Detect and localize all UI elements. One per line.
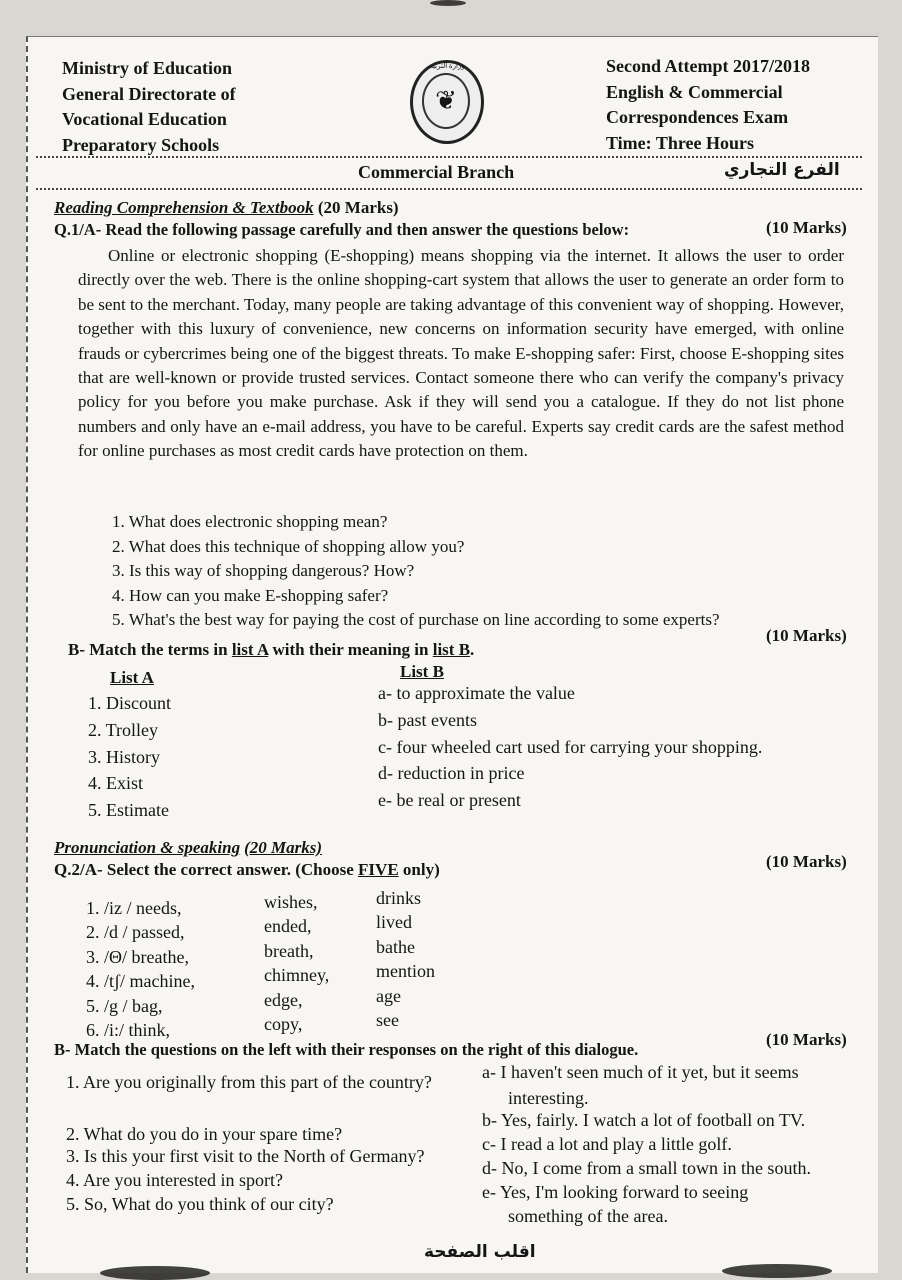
pron-item-a: 5. /g / bag, (86, 995, 163, 1016)
header-left (62, 56, 236, 158)
branch-title-arabic: الفرع التجاري (724, 160, 840, 180)
seal-emblem-icon: ❦ (422, 73, 470, 129)
section1-marks: (20 Marks) (317, 198, 399, 217)
pron-item-c: age (376, 985, 401, 1006)
question-item: 4. How can you make E-shopping safer? (112, 585, 389, 605)
section2-title: Pronunciation & speaking (54, 838, 241, 857)
header-right-line: English & Commercial (606, 81, 783, 102)
pron-item-c: bathe (376, 936, 415, 957)
section1-title: Reading Comprehension & Textbook (54, 198, 314, 217)
pronunciation-col-a (86, 896, 195, 1042)
q1-marks: (10 Marks) (766, 218, 847, 237)
list-a-item: 1. Discount (88, 693, 171, 713)
dialogue-right-d: d- No, I come from a small town in the south. (482, 1158, 811, 1178)
list-b-item: d- reduction in price (378, 763, 525, 784)
q1b-prompt-pre: B- Match the terms in (68, 640, 232, 659)
pron-item-b: edge, (264, 989, 303, 1010)
list-b (378, 680, 762, 814)
pron-item-c: lived (376, 912, 412, 933)
dialogue-right-e: e- Yes, I'm looking forward to seeing (482, 1182, 749, 1202)
reading-passage: Online or electronic shopping (E-shopping) means shopping via the internet. It allows the user to order directly over the web. There is the online shopping-cart system that allows the user to generate an order form to be sent to the merchant. Today, many people are taking advantage of this convenient way of shopping. However, together with this luxury of convenience, new concerns on information security have emerged, with online frauds or cybercrimes being one of the biggest threats. To make E-shopping safer: First, choose E-shopping sites that are well-known or provide trusted services. Contact someone there who can verify the company's privacy policy for you before you make purchase. Ask if they will send you a catalogue. If they do not list phone numbers and only have an e-mail address, you have to be careful. Experts say credit cards are the safest method for online purchases as most credit cards have protection on them. (78, 246, 844, 461)
section2-heading (54, 838, 322, 858)
list-b-item: c- four wheeled cart used for carrying your shopping. (378, 736, 763, 757)
dialogue-right-e-cont: something of the area. (508, 1206, 668, 1226)
pron-item-a: 4. /tʃ/ machine, (86, 971, 195, 992)
q1b-prompt (68, 640, 474, 660)
list-b-title: List B (400, 662, 444, 681)
dialogue-right-a: a- I haven't seen much of it yet, but it seems (482, 1062, 799, 1082)
q1b-list-b-ref: list B (432, 640, 471, 659)
q2-marks: (10 Marks) (766, 852, 847, 871)
branch-divider (36, 188, 862, 190)
header-left-line: Vocational Education (62, 109, 227, 129)
pron-item-a: 6. /i:/ think, (86, 1020, 171, 1041)
seal-text: وزارة التربية (429, 62, 465, 70)
list-a-item: 2. Trolley (88, 719, 159, 740)
list-a-item: 5. Estimate (88, 800, 169, 821)
question-item: 2. What does this technique of shopping allow you? (112, 536, 465, 556)
header-right (606, 54, 810, 156)
pron-item-c: see (376, 1010, 399, 1031)
pron-item-b: copy, (264, 1014, 303, 1035)
dialogue-right-b: b- Yes, fairly. I watch a lot of football on TV. (482, 1110, 806, 1130)
pron-item-b: chimney, (264, 965, 330, 986)
pronunciation-col-c (376, 886, 435, 1032)
dialogue-left-1: 1. Are you originally from this part of the country? (66, 1072, 432, 1092)
q1b-prompt-end: . (470, 640, 475, 659)
pron-item-b: wishes, (264, 892, 318, 912)
pron-item-a: 3. /Θ/ breathe, (86, 946, 189, 967)
header-left-line: General Directorate of (62, 83, 236, 104)
header-right-line: Time: Three Hours (606, 132, 754, 153)
header-right-line: Second Attempt 2017/2018 (606, 56, 810, 76)
question-item: 1. What does electronic shopping mean? (112, 512, 388, 531)
ministry-seal (410, 60, 484, 144)
branch-title: Commercial Branch (358, 162, 515, 182)
dialogue-left-4: 4. Are you interested in sport? (66, 1170, 283, 1190)
scan-smudge (722, 1264, 832, 1278)
q2-prompt (54, 860, 440, 880)
q2b-prompt: B- Match the questions on the left with their responses on the right of this dialogue. (54, 1040, 639, 1059)
q1-question-list (112, 510, 719, 633)
q1b-prompt-mid: with their meaning in (268, 640, 433, 659)
list-b-item: e- be real or present (378, 790, 521, 811)
dialogue-right-c: c- I read a lot and play a little golf. (482, 1134, 732, 1154)
turn-page-note: اقلب الصفحة (424, 1242, 536, 1262)
header-left-line: Preparatory Schools (62, 134, 220, 155)
q2-prompt-text: Q.2/A- Select the correct answer. (54, 860, 291, 879)
question-item: 3. Is this way of shopping dangerous? How? (112, 561, 415, 580)
dialogue-left-3: 3. Is this your first visit to the North of Germany? (66, 1146, 425, 1166)
q1b-list-a-ref: list A (231, 640, 269, 659)
list-b-item: a- to approximate the value (378, 683, 575, 703)
scan-smudge (430, 0, 466, 6)
dialogue-right-a-cont: interesting. (508, 1088, 589, 1108)
pron-item-b: breath, (264, 940, 314, 961)
q2-choose-pre: (Choose (295, 860, 359, 879)
pron-item-c: mention (376, 961, 435, 982)
pron-item-b: ended, (264, 916, 312, 937)
dialogue-left-2: 2. What do you do in your spare time? (66, 1124, 343, 1144)
dialogue-left-5: 5. So, What do you think of our city? (66, 1194, 334, 1214)
q2-choose-post: only) (398, 860, 440, 879)
q2-choose-five: FIVE (358, 860, 399, 879)
pron-item-a: 2. /d / passed, (86, 922, 185, 943)
header-divider (36, 156, 862, 158)
list-a-item: 3. History (88, 746, 160, 767)
section2-marks: (20 Marks) (244, 838, 323, 857)
header-left-line: Ministry of Education (62, 58, 233, 78)
pron-item-c: drinks (376, 888, 421, 908)
list-b-item: b- past events (378, 709, 477, 730)
question-item: 5. What's the best way for paying the cost of purchase on line according to some experts? (112, 610, 720, 629)
q1b-marks: (10 Marks) (766, 626, 847, 645)
list-a-title: List A (110, 668, 154, 687)
section1-heading (54, 198, 399, 218)
q1-prompt: Q.1/A- Read the following passage carefully and then answer the questions below: (54, 220, 630, 239)
q2b-marks: (10 Marks) (766, 1030, 847, 1049)
list-a-item: 4. Exist (88, 773, 144, 794)
header-right-line: Correspondences Exam (606, 107, 789, 127)
pron-item-a: 1. /iz / needs, (86, 898, 182, 918)
pronunciation-col-b (264, 890, 329, 1036)
scan-smudge (100, 1266, 210, 1280)
list-a (88, 690, 171, 824)
